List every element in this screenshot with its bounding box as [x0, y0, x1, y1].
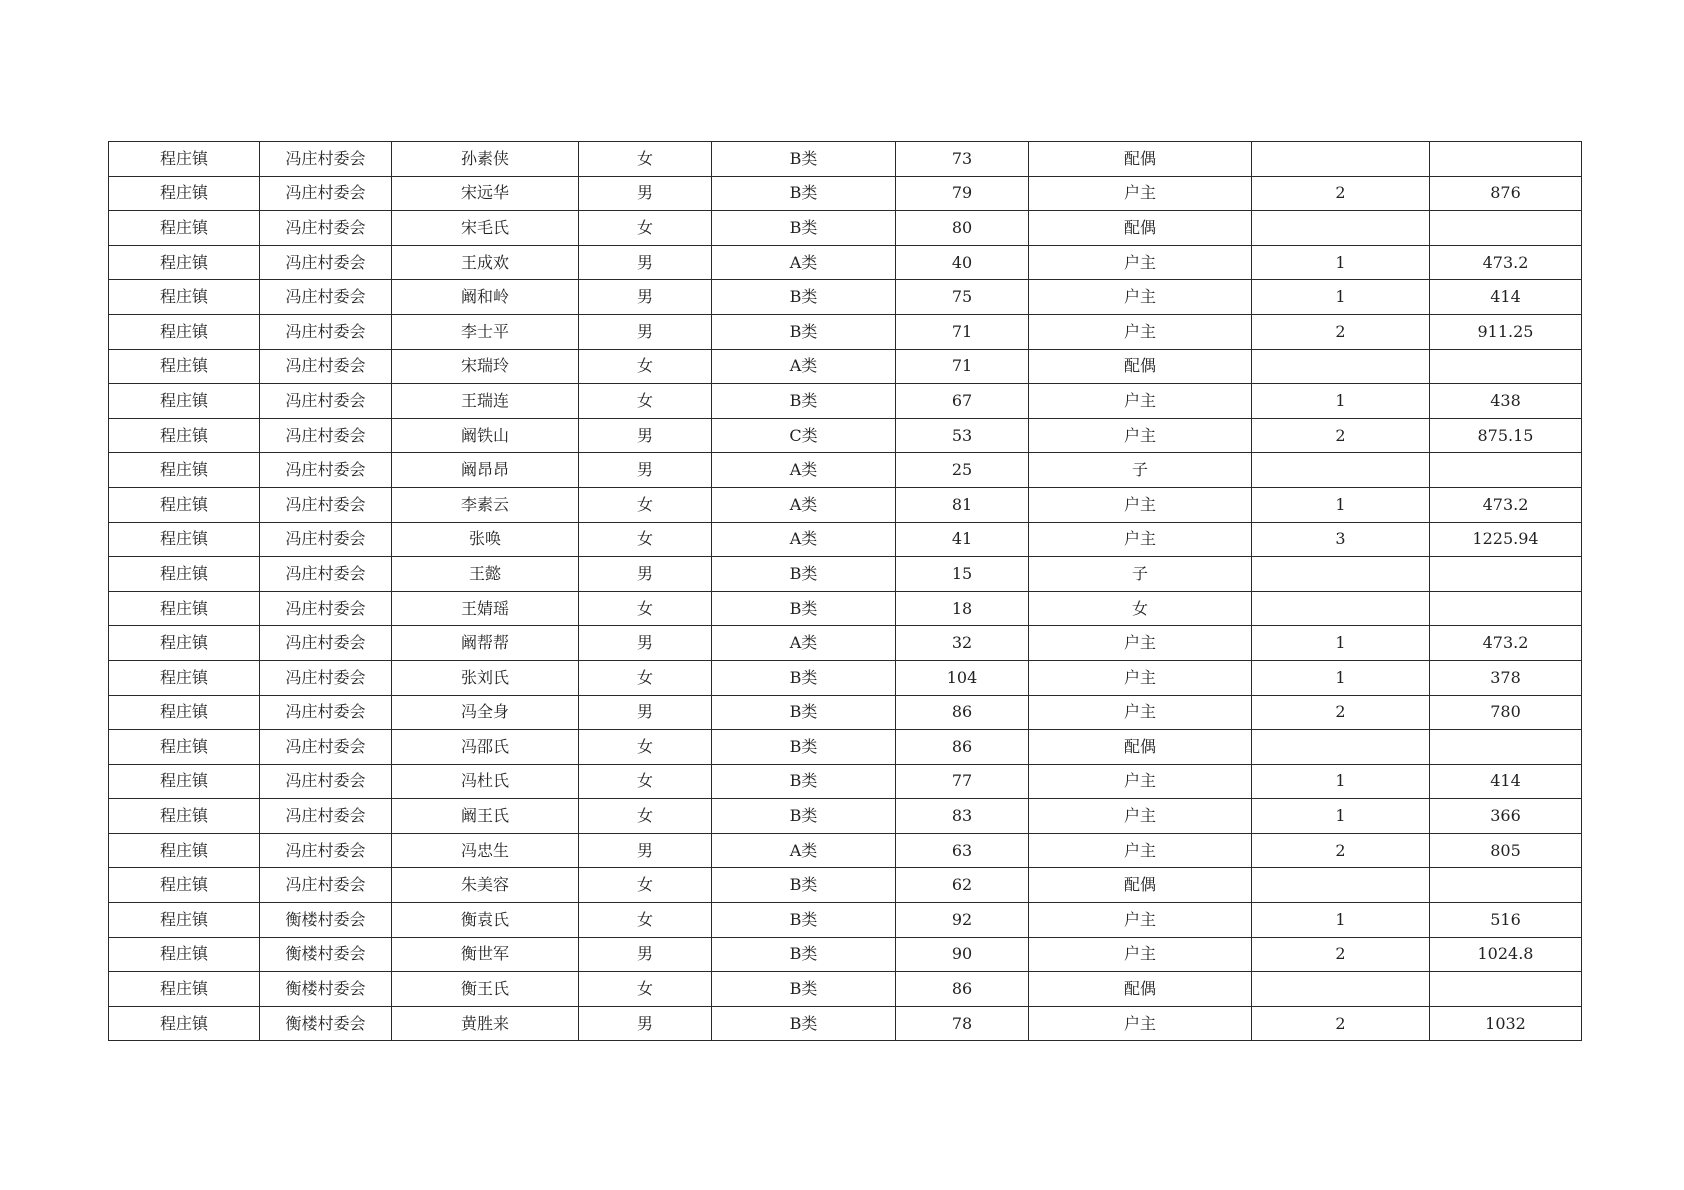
gender-cell: 男: [579, 1006, 712, 1041]
roster-table: [108, 141, 1582, 1041]
household-size-cell: 1: [1252, 384, 1430, 419]
table-row: [109, 522, 1582, 557]
relation-cell: 户主: [1029, 695, 1252, 730]
table-row: [109, 626, 1582, 661]
name-cell: 张唤: [392, 522, 579, 557]
age-cell: 92: [896, 903, 1029, 938]
gender-cell: 女: [579, 972, 712, 1007]
household-size-cell: 1: [1252, 626, 1430, 661]
roster-table-body: [109, 142, 1582, 1041]
household-size-cell: [1252, 591, 1430, 626]
category-cell: B类: [712, 868, 896, 903]
amount-cell: 366: [1430, 799, 1582, 834]
village-committee-cell: 衡楼村委会: [260, 1006, 392, 1041]
village-committee-cell: 冯庄村委会: [260, 868, 392, 903]
category-cell: B类: [712, 695, 896, 730]
village-committee-cell: 冯庄村委会: [260, 418, 392, 453]
village-committee-cell: 冯庄村委会: [260, 453, 392, 488]
village-committee-cell: 冯庄村委会: [260, 245, 392, 280]
table-row: [109, 695, 1582, 730]
town-cell: 程庄镇: [109, 349, 260, 384]
age-cell: 67: [896, 384, 1029, 419]
category-cell: B类: [712, 660, 896, 695]
category-cell: B类: [712, 937, 896, 972]
table-row: [109, 799, 1582, 834]
gender-cell: 女: [579, 384, 712, 419]
category-cell: B类: [712, 142, 896, 177]
amount-cell: [1430, 211, 1582, 246]
name-cell: 王婧瑶: [392, 591, 579, 626]
age-cell: 53: [896, 418, 1029, 453]
town-cell: 程庄镇: [109, 280, 260, 315]
category-cell: B类: [712, 314, 896, 349]
town-cell: 程庄镇: [109, 142, 260, 177]
village-committee-cell: 冯庄村委会: [260, 211, 392, 246]
household-size-cell: [1252, 868, 1430, 903]
village-committee-cell: 衡楼村委会: [260, 937, 392, 972]
category-cell: B类: [712, 730, 896, 765]
age-cell: 79: [896, 176, 1029, 211]
amount-cell: 1225.94: [1430, 522, 1582, 557]
age-cell: 40: [896, 245, 1029, 280]
category-cell: B类: [712, 1006, 896, 1041]
category-cell: A类: [712, 245, 896, 280]
relation-cell: 配偶: [1029, 142, 1252, 177]
name-cell: 宋毛氏: [392, 211, 579, 246]
gender-cell: 男: [579, 695, 712, 730]
category-cell: B类: [712, 903, 896, 938]
household-size-cell: [1252, 557, 1430, 592]
relation-cell: 户主: [1029, 833, 1252, 868]
town-cell: 程庄镇: [109, 730, 260, 765]
town-cell: 程庄镇: [109, 245, 260, 280]
village-committee-cell: 衡楼村委会: [260, 972, 392, 1007]
age-cell: 18: [896, 591, 1029, 626]
table-row: [109, 418, 1582, 453]
relation-cell: 子: [1029, 557, 1252, 592]
name-cell: 冯邵氏: [392, 730, 579, 765]
town-cell: 程庄镇: [109, 868, 260, 903]
table-row: [109, 937, 1582, 972]
category-cell: B类: [712, 764, 896, 799]
age-cell: 78: [896, 1006, 1029, 1041]
gender-cell: 男: [579, 245, 712, 280]
relation-cell: 户主: [1029, 176, 1252, 211]
gender-cell: 女: [579, 799, 712, 834]
relation-cell: 配偶: [1029, 349, 1252, 384]
relation-cell: 户主: [1029, 626, 1252, 661]
age-cell: 71: [896, 314, 1029, 349]
age-cell: 83: [896, 799, 1029, 834]
relation-cell: 户主: [1029, 1006, 1252, 1041]
town-cell: 程庄镇: [109, 972, 260, 1007]
gender-cell: 女: [579, 591, 712, 626]
village-committee-cell: 冯庄村委会: [260, 764, 392, 799]
amount-cell: 414: [1430, 280, 1582, 315]
age-cell: 80: [896, 211, 1029, 246]
amount-cell: 414: [1430, 764, 1582, 799]
table-row: [109, 660, 1582, 695]
gender-cell: 女: [579, 730, 712, 765]
table-row: [109, 833, 1582, 868]
village-committee-cell: 冯庄村委会: [260, 176, 392, 211]
relation-cell: 户主: [1029, 937, 1252, 972]
relation-cell: 配偶: [1029, 972, 1252, 1007]
household-size-cell: 2: [1252, 1006, 1430, 1041]
village-committee-cell: 冯庄村委会: [260, 660, 392, 695]
village-committee-cell: 冯庄村委会: [260, 487, 392, 522]
town-cell: 程庄镇: [109, 903, 260, 938]
gender-cell: 男: [579, 557, 712, 592]
amount-cell: 473.2: [1430, 245, 1582, 280]
name-cell: 阚帮帮: [392, 626, 579, 661]
amount-cell: 1032: [1430, 1006, 1582, 1041]
amount-cell: 911.25: [1430, 314, 1582, 349]
household-size-cell: 1: [1252, 280, 1430, 315]
town-cell: 程庄镇: [109, 591, 260, 626]
name-cell: 王成欢: [392, 245, 579, 280]
name-cell: 衡世军: [392, 937, 579, 972]
town-cell: 程庄镇: [109, 695, 260, 730]
household-size-cell: 1: [1252, 487, 1430, 522]
table-row: [109, 314, 1582, 349]
gender-cell: 女: [579, 868, 712, 903]
category-cell: B类: [712, 799, 896, 834]
village-committee-cell: 冯庄村委会: [260, 730, 392, 765]
village-committee-cell: 冯庄村委会: [260, 799, 392, 834]
gender-cell: 女: [579, 349, 712, 384]
amount-cell: 473.2: [1430, 626, 1582, 661]
gender-cell: 男: [579, 418, 712, 453]
village-committee-cell: 冯庄村委会: [260, 626, 392, 661]
name-cell: 冯忠生: [392, 833, 579, 868]
amount-cell: [1430, 557, 1582, 592]
age-cell: 104: [896, 660, 1029, 695]
gender-cell: 女: [579, 487, 712, 522]
amount-cell: [1430, 453, 1582, 488]
gender-cell: 男: [579, 314, 712, 349]
gender-cell: 女: [579, 660, 712, 695]
amount-cell: 876: [1430, 176, 1582, 211]
gender-cell: 男: [579, 937, 712, 972]
age-cell: 15: [896, 557, 1029, 592]
name-cell: 阚王氏: [392, 799, 579, 834]
household-size-cell: 2: [1252, 418, 1430, 453]
table-row: [109, 384, 1582, 419]
village-committee-cell: 冯庄村委会: [260, 280, 392, 315]
name-cell: 李士平: [392, 314, 579, 349]
household-size-cell: [1252, 142, 1430, 177]
table-row: [109, 176, 1582, 211]
gender-cell: 男: [579, 453, 712, 488]
gender-cell: 女: [579, 142, 712, 177]
category-cell: A类: [712, 626, 896, 661]
household-size-cell: 2: [1252, 833, 1430, 868]
village-committee-cell: 冯庄村委会: [260, 695, 392, 730]
amount-cell: 378: [1430, 660, 1582, 695]
household-size-cell: [1252, 211, 1430, 246]
household-size-cell: 1: [1252, 764, 1430, 799]
name-cell: 黄胜来: [392, 1006, 579, 1041]
age-cell: 32: [896, 626, 1029, 661]
relation-cell: 户主: [1029, 418, 1252, 453]
town-cell: 程庄镇: [109, 176, 260, 211]
household-size-cell: [1252, 453, 1430, 488]
household-size-cell: 2: [1252, 176, 1430, 211]
relation-cell: 户主: [1029, 903, 1252, 938]
name-cell: 王懿: [392, 557, 579, 592]
relation-cell: 子: [1029, 453, 1252, 488]
relation-cell: 配偶: [1029, 730, 1252, 765]
amount-cell: 1024.8: [1430, 937, 1582, 972]
gender-cell: 女: [579, 522, 712, 557]
town-cell: 程庄镇: [109, 314, 260, 349]
household-size-cell: 1: [1252, 245, 1430, 280]
age-cell: 41: [896, 522, 1029, 557]
relation-cell: 户主: [1029, 799, 1252, 834]
table-row: [109, 453, 1582, 488]
village-committee-cell: 冯庄村委会: [260, 314, 392, 349]
age-cell: 75: [896, 280, 1029, 315]
household-size-cell: 2: [1252, 314, 1430, 349]
town-cell: 程庄镇: [109, 211, 260, 246]
village-committee-cell: 冯庄村委会: [260, 142, 392, 177]
relation-cell: 户主: [1029, 764, 1252, 799]
village-committee-cell: 冯庄村委会: [260, 591, 392, 626]
age-cell: 25: [896, 453, 1029, 488]
table-row: [109, 245, 1582, 280]
table-row: [109, 142, 1582, 177]
amount-cell: 875.15: [1430, 418, 1582, 453]
table-row: [109, 211, 1582, 246]
household-size-cell: 1: [1252, 903, 1430, 938]
town-cell: 程庄镇: [109, 764, 260, 799]
town-cell: 程庄镇: [109, 1006, 260, 1041]
household-size-cell: [1252, 349, 1430, 384]
village-committee-cell: 冯庄村委会: [260, 557, 392, 592]
table-row: [109, 903, 1582, 938]
age-cell: 86: [896, 972, 1029, 1007]
town-cell: 程庄镇: [109, 418, 260, 453]
name-cell: 李素云: [392, 487, 579, 522]
village-committee-cell: 冯庄村委会: [260, 833, 392, 868]
amount-cell: 516: [1430, 903, 1582, 938]
town-cell: 程庄镇: [109, 384, 260, 419]
relation-cell: 户主: [1029, 245, 1252, 280]
relation-cell: 配偶: [1029, 211, 1252, 246]
name-cell: 衡袁氏: [392, 903, 579, 938]
table-row: [109, 972, 1582, 1007]
amount-cell: [1430, 972, 1582, 1007]
age-cell: 63: [896, 833, 1029, 868]
town-cell: 程庄镇: [109, 626, 260, 661]
category-cell: B类: [712, 384, 896, 419]
gender-cell: 女: [579, 764, 712, 799]
age-cell: 71: [896, 349, 1029, 384]
relation-cell: 女: [1029, 591, 1252, 626]
household-size-cell: [1252, 730, 1430, 765]
household-size-cell: 1: [1252, 660, 1430, 695]
amount-cell: [1430, 730, 1582, 765]
village-committee-cell: 冯庄村委会: [260, 349, 392, 384]
household-size-cell: 3: [1252, 522, 1430, 557]
amount-cell: [1430, 349, 1582, 384]
name-cell: 宋远华: [392, 176, 579, 211]
gender-cell: 男: [579, 176, 712, 211]
gender-cell: 男: [579, 833, 712, 868]
relation-cell: 户主: [1029, 280, 1252, 315]
age-cell: 81: [896, 487, 1029, 522]
table-row: [109, 557, 1582, 592]
village-committee-cell: 冯庄村委会: [260, 522, 392, 557]
name-cell: 冯全身: [392, 695, 579, 730]
amount-cell: 438: [1430, 384, 1582, 419]
gender-cell: 男: [579, 280, 712, 315]
household-size-cell: 2: [1252, 695, 1430, 730]
category-cell: B类: [712, 591, 896, 626]
age-cell: 77: [896, 764, 1029, 799]
relation-cell: 配偶: [1029, 868, 1252, 903]
name-cell: 阚铁山: [392, 418, 579, 453]
age-cell: 86: [896, 695, 1029, 730]
household-size-cell: 2: [1252, 937, 1430, 972]
relation-cell: 户主: [1029, 487, 1252, 522]
age-cell: 90: [896, 937, 1029, 972]
category-cell: A类: [712, 453, 896, 488]
gender-cell: 女: [579, 211, 712, 246]
table-row: [109, 730, 1582, 765]
table-row: [109, 1006, 1582, 1041]
town-cell: 程庄镇: [109, 522, 260, 557]
age-cell: 73: [896, 142, 1029, 177]
category-cell: A类: [712, 833, 896, 868]
name-cell: 朱美容: [392, 868, 579, 903]
relation-cell: 户主: [1029, 384, 1252, 419]
household-size-cell: 1: [1252, 799, 1430, 834]
relation-cell: 户主: [1029, 522, 1252, 557]
category-cell: A类: [712, 349, 896, 384]
amount-cell: 780: [1430, 695, 1582, 730]
category-cell: A类: [712, 522, 896, 557]
category-cell: B类: [712, 176, 896, 211]
town-cell: 程庄镇: [109, 833, 260, 868]
name-cell: 王瑞连: [392, 384, 579, 419]
amount-cell: [1430, 591, 1582, 626]
table-row: [109, 487, 1582, 522]
table-row: [109, 591, 1582, 626]
table-row: [109, 280, 1582, 315]
town-cell: 程庄镇: [109, 453, 260, 488]
category-cell: B类: [712, 211, 896, 246]
gender-cell: 女: [579, 903, 712, 938]
town-cell: 程庄镇: [109, 799, 260, 834]
relation-cell: 户主: [1029, 314, 1252, 349]
category-cell: B类: [712, 280, 896, 315]
village-committee-cell: 衡楼村委会: [260, 903, 392, 938]
table-row: [109, 349, 1582, 384]
category-cell: B类: [712, 557, 896, 592]
relation-cell: 户主: [1029, 660, 1252, 695]
table-row: [109, 764, 1582, 799]
table-row: [109, 868, 1582, 903]
amount-cell: 805: [1430, 833, 1582, 868]
age-cell: 62: [896, 868, 1029, 903]
name-cell: 宋瑞玲: [392, 349, 579, 384]
category-cell: B类: [712, 972, 896, 1007]
name-cell: 阚昂昂: [392, 453, 579, 488]
town-cell: 程庄镇: [109, 937, 260, 972]
category-cell: A类: [712, 487, 896, 522]
name-cell: 张刘氏: [392, 660, 579, 695]
category-cell: C类: [712, 418, 896, 453]
town-cell: 程庄镇: [109, 487, 260, 522]
name-cell: 衡王氏: [392, 972, 579, 1007]
age-cell: 86: [896, 730, 1029, 765]
name-cell: 冯杜氏: [392, 764, 579, 799]
name-cell: 孙素侠: [392, 142, 579, 177]
gender-cell: 男: [579, 626, 712, 661]
village-committee-cell: 冯庄村委会: [260, 384, 392, 419]
town-cell: 程庄镇: [109, 557, 260, 592]
household-size-cell: [1252, 972, 1430, 1007]
amount-cell: [1430, 142, 1582, 177]
amount-cell: [1430, 868, 1582, 903]
amount-cell: 473.2: [1430, 487, 1582, 522]
name-cell: 阚和岭: [392, 280, 579, 315]
town-cell: 程庄镇: [109, 660, 260, 695]
